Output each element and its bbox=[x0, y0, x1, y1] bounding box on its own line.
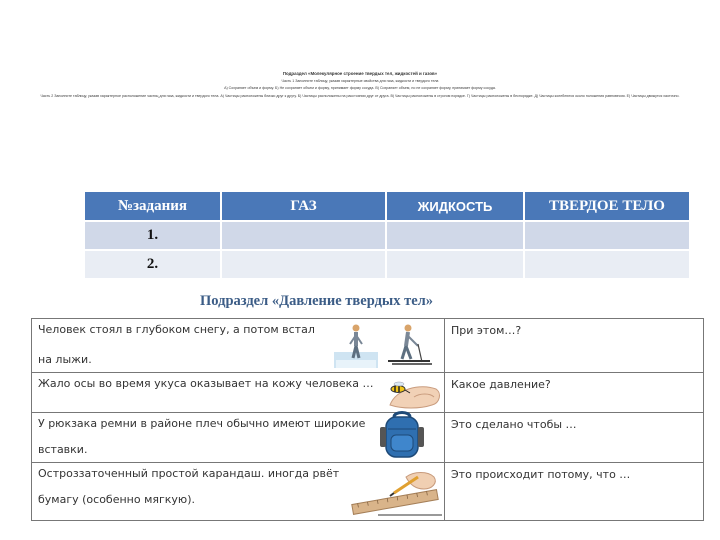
intro-line-2: А) Сохраняет объем и форму. Б) Не сохраняет объем и форму, принимает форму сосуда. В) Сохраняет объем, но не сохраняет форму, принимает форму сосуда. bbox=[224, 86, 496, 91]
header-solid: ТВЕРДОЕ ТЕЛО bbox=[524, 191, 690, 221]
backpack-icon bbox=[376, 409, 428, 463]
task-question-line1: Человек стоял в глубоком снегу, а потом встал bbox=[38, 323, 315, 336]
table-row bbox=[84, 221, 690, 250]
task-question-line2: вставки. bbox=[38, 443, 88, 456]
task-answer-cell[interactable] bbox=[445, 373, 704, 413]
cell-liquid[interactable] bbox=[386, 250, 524, 279]
task-question-cell bbox=[32, 319, 445, 373]
intro-title: Подраздел «Молекулярное строение твердых тел, жидкостей и газов» bbox=[282, 71, 438, 76]
task-answer-cell[interactable] bbox=[445, 463, 704, 521]
task-prompt: Это сделано чтобы … bbox=[451, 418, 577, 431]
cell-gas[interactable] bbox=[221, 221, 386, 250]
cell-solid[interactable] bbox=[524, 250, 690, 279]
task-prompt: Какое давление? bbox=[451, 378, 551, 391]
task-question-line1: Остроззаточенный простой карандаш. иногда рвёт bbox=[38, 467, 340, 480]
task-prompt: Это происходит потому, что … bbox=[451, 468, 631, 481]
task-question-cell bbox=[32, 463, 445, 521]
task-answer-cell[interactable] bbox=[445, 413, 704, 463]
cell-solid[interactable] bbox=[524, 221, 690, 250]
task-question-cell bbox=[32, 413, 445, 463]
task-row bbox=[32, 413, 704, 463]
skier-icon bbox=[332, 322, 444, 370]
pressure-tasks-table bbox=[31, 318, 704, 521]
header-task-number: №задания bbox=[84, 191, 221, 221]
cell-liquid[interactable] bbox=[386, 221, 524, 250]
intro-line-1: Часть 1 Заполните таблицу, указав характерные свойства для газа, жидкости и твердого тела bbox=[281, 78, 439, 83]
task-row bbox=[32, 463, 704, 521]
task-prompt: При этом…? bbox=[451, 324, 522, 337]
row-number: 1. bbox=[84, 221, 221, 250]
task-question-cell bbox=[32, 373, 445, 413]
task-question-line1: У рюкзака ремни в районе плеч обычно имеют широкие bbox=[38, 417, 366, 430]
table-header-row bbox=[84, 191, 690, 221]
table-row bbox=[84, 250, 690, 279]
cell-gas[interactable] bbox=[221, 250, 386, 279]
task-question-line2: на лыжи. bbox=[38, 353, 92, 366]
subsection-title: Подраздел «Давление твердых тел» bbox=[200, 293, 434, 309]
task-row bbox=[32, 373, 704, 413]
header-gas: ГАЗ bbox=[221, 191, 386, 221]
task-question-line2: бумагу (особенно мягкую). bbox=[38, 493, 195, 506]
states-of-matter-table bbox=[83, 190, 691, 280]
task-answer-cell[interactable] bbox=[445, 319, 704, 373]
pencil-writing-icon bbox=[348, 467, 442, 517]
intro-header bbox=[24, 70, 696, 100]
header-liquid: ЖИДКОСТЬ bbox=[386, 191, 524, 221]
task-question-line1: Жало осы во время укуса оказывает на кожу человека … bbox=[38, 377, 374, 390]
wasp-sting-icon bbox=[384, 375, 444, 411]
row-number: 2. bbox=[84, 250, 221, 279]
task-row bbox=[32, 319, 704, 373]
intro-line-3: Часть 2 Заполните таблицу, указав характерное расположение частиц для газа, жидкости и твердого тела. А) Частицы расположены близко друг к другу. Б) Частицы расположены на расстоянии друг от друга. В) Частицы расположены в строгом порядке. Г) Частицы расположены в беспорядке. Д) Частицы колеблются около положения равновесия. Е) Частицы движутся хаотично. bbox=[40, 93, 680, 98]
